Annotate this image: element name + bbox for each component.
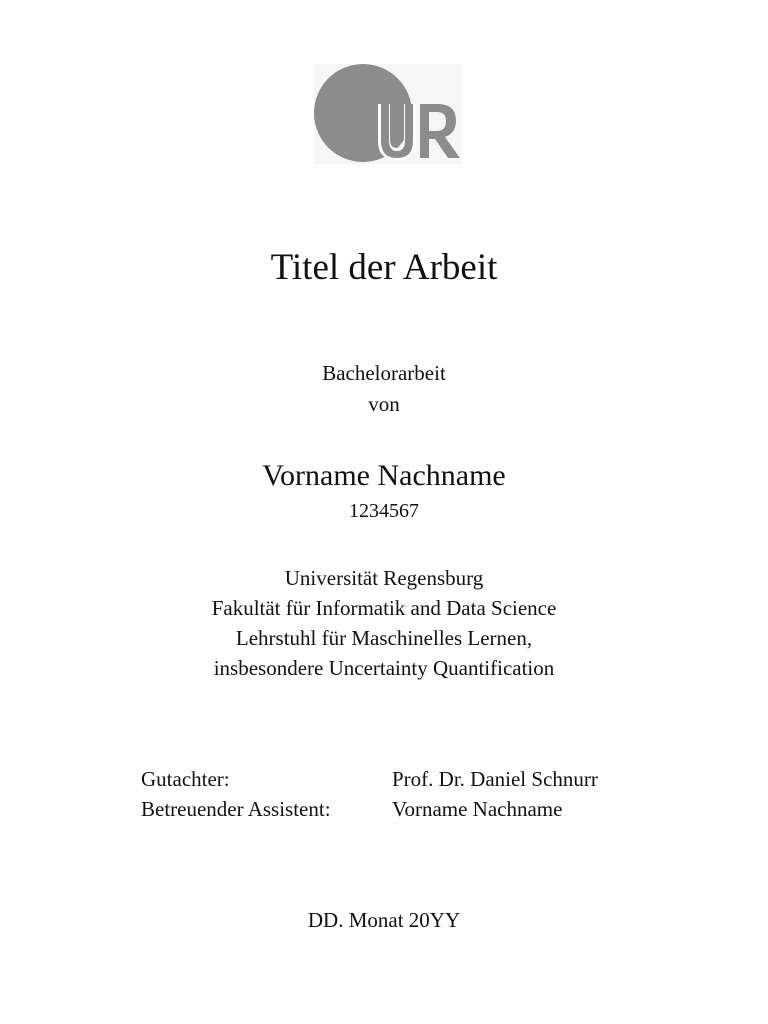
assistant-label: Betreuender Assistent: [141,797,331,821]
reviewer-label: Gutachter: [141,767,230,791]
assistant-value: Vorname Nachname [392,797,563,821]
reviewer-value: Prof. Dr. Daniel Schnurr [392,767,598,791]
university-name: Universität Regensburg [284,566,484,590]
chair-specialization: insbesondere Uncertainty Quantification [213,656,555,680]
student-id: 1234567 [349,500,419,522]
von-label: von [368,392,400,416]
institution-block [0,563,768,683]
author-name: Vorname Nachname [262,459,506,492]
document-type-block [0,358,768,420]
chair-name: Lehrstuhl für Maschinelles Lernen, [235,626,533,650]
thesis-title: Titel der Arbeit [270,247,498,288]
submission-date: DD. Monat 20YY [307,908,461,932]
university-logo [314,64,462,164]
faculty-name: Fakultät für Informatik and Data Science [211,596,557,620]
document-type: Bachelorarbeit [322,361,446,385]
